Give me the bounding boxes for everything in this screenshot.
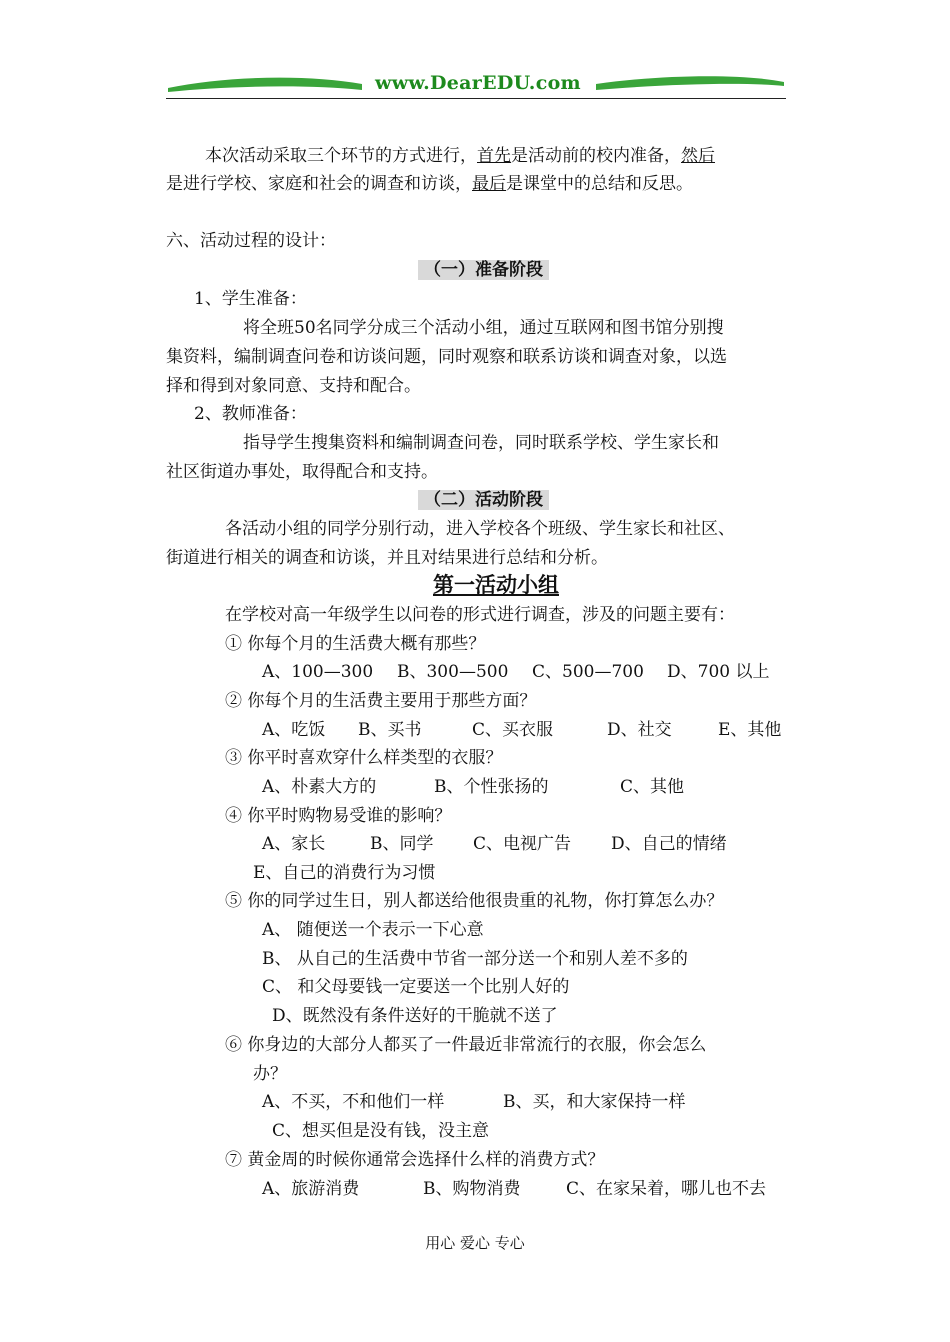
question-1: ① 你每个月的生活费大概有那些？ [225, 634, 486, 654]
option: E、自己的消费行为习惯 [253, 863, 436, 883]
stage-1-title: （一）准备阶段 [418, 260, 549, 280]
option: B、 从自己的生活费中节省一部分送一个和别人差不多的 [262, 949, 688, 969]
group-1-intro: 在学校对高一年级学生以问卷的形式进行调查，涉及的问题主要有： [225, 605, 735, 625]
group-1-title: 第一活动小组 [433, 572, 559, 597]
intro-text: 本次活动采取三个环节的方式进行， [205, 146, 477, 166]
option: A、不买，不和他们一样 [262, 1092, 445, 1112]
option: B、购物消费 [423, 1179, 521, 1199]
option: B、个性张扬的 [434, 777, 549, 797]
question-7: ⑦ 黄金周的时候你通常会选择什么样的消费方式？ [225, 1150, 605, 1170]
intro-then: 然后 [681, 146, 715, 166]
option: C、买衣服 [472, 720, 554, 740]
option: C、其他 [620, 777, 685, 797]
intro-line-1 [205, 144, 715, 168]
option: C、想买但是没有钱，没主意 [272, 1121, 490, 1141]
teacher-prep-heading: 2、教师准备： [194, 404, 307, 424]
option: B、买，和大家保持一样 [503, 1092, 686, 1112]
intro-text: 是进行学校、家庭和社会的调查和访谈， [166, 174, 472, 194]
student-prep-line: 择和得到对象同意、支持和配合。 [166, 376, 421, 396]
option: D、自己的情绪 [611, 834, 727, 854]
student-prep-line: 将全班50名同学分成三个活动小组，通过互联网和图书馆分别搜 [243, 318, 724, 338]
question-4: ④ 你平时购物易受谁的影响？ [225, 806, 452, 826]
question-2: ② 你每个月的生活费主要用于那些方面？ [225, 691, 537, 711]
option: D、社交 [607, 720, 672, 740]
option: B、同学 [370, 834, 434, 854]
option: A、吃饭 [262, 720, 326, 740]
intro-text: 是活动前的校内准备， [511, 146, 681, 166]
option: B、买书 [358, 720, 422, 740]
page-footer: 用心 爱心 专心 [425, 1234, 525, 1252]
option: E、其他 [718, 720, 782, 740]
option: C、在家呆着，哪儿也不去 [566, 1179, 767, 1199]
question-3: ③ 你平时喜欢穿什么样类型的衣服？ [225, 748, 503, 768]
option: A、100—300 [262, 662, 374, 682]
teacher-prep-line: 指导学生搜集资料和编制调查问卷，同时联系学校、学生家长和 [243, 433, 719, 453]
option: C、电视广告 [473, 834, 572, 854]
student-prep-heading: 1、学生准备： [194, 289, 307, 309]
option: A、 随便送一个表示一下心意 [262, 920, 484, 940]
option: A、朴素大方的 [262, 777, 377, 797]
site-logo-text: www.DearEDU.com [375, 72, 581, 94]
header-divider [166, 98, 786, 99]
intro-last: 最后 [472, 174, 506, 194]
section-6-heading: 六、活动过程的设计： [166, 231, 336, 251]
option: A、家长 [262, 834, 326, 854]
question-6: ⑥ 你身边的大部分人都买了一件最近非常流行的衣服，你会怎么 [225, 1035, 707, 1055]
teacher-prep-line: 社区街道办事处，取得配合和支持。 [166, 462, 438, 482]
question-5: ⑤ 你的同学过生日，别人都送给他很贵重的礼物，你打算怎么办？ [225, 891, 724, 911]
option: A、旅游消费 [262, 1179, 360, 1199]
option: D、既然没有条件送好的干脆就不送了 [272, 1006, 558, 1026]
option: D、700 以上 [667, 662, 770, 682]
stage-2-line: 街道进行相关的调查和访谈，并且对结果进行总结和分析。 [166, 548, 608, 568]
intro-first: 首先 [477, 146, 511, 166]
stage-2-title: （二）活动阶段 [418, 490, 549, 510]
option: C、 和父母要钱一定要送一个比别人好的 [262, 977, 570, 997]
student-prep-line: 集资料，编制调查问卷和访谈问题，同时观察和联系访谈和调查对象，以选 [166, 347, 727, 367]
stage-2-line: 各活动小组的同学分别行动，进入学校各个班级、学生家长和社区、 [225, 519, 735, 539]
option: B、300—500 [397, 662, 509, 682]
intro-line-2 [166, 172, 693, 196]
option: C、500—700 [532, 662, 644, 682]
intro-text: 是课堂中的总结和反思。 [506, 174, 693, 194]
question-6-continued: 办？ [253, 1064, 287, 1084]
